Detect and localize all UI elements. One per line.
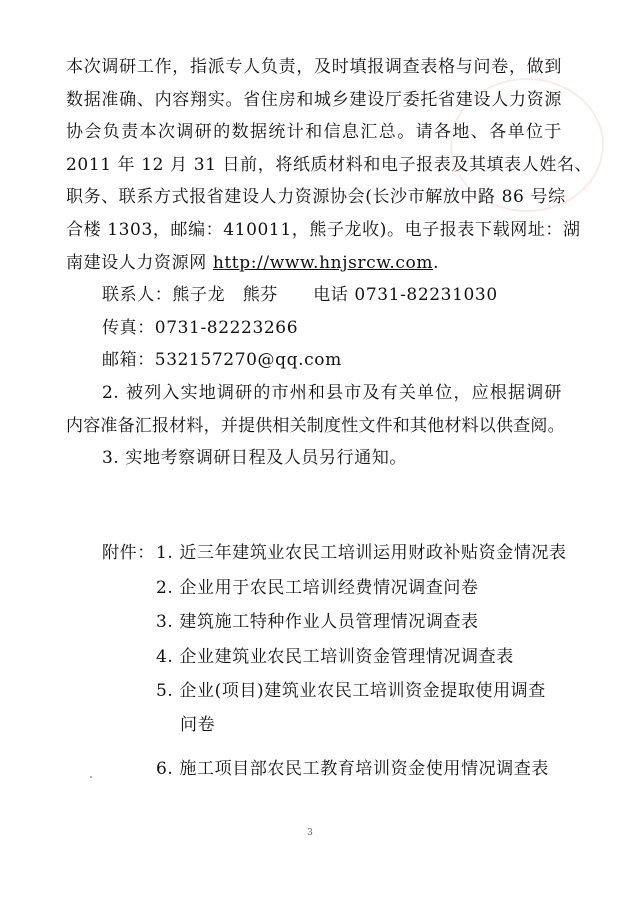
- website-link[interactable]: http://www.hnjsrcw.com: [212, 252, 434, 273]
- attachment-item-continued: 问卷: [180, 715, 216, 735]
- fax-line: 传真：0731-82223266: [102, 317, 299, 338]
- body-line: 2011 年 12 月 31 日前，将纸质材料和电子报表及其填表人姓名、: [66, 154, 593, 175]
- body-line: 本次调研工作，指派专人负责，及时填报调查表格与问卷，做到: [66, 57, 562, 77]
- body-line: 协会负责本次调研的数据统计和信息汇总。请各地、各单位于: [66, 122, 562, 143]
- item-2-line: 内容准备汇报材料，并提供相关制度性文件和其他材料以供查阅。: [66, 415, 565, 436]
- website-prefix: 南建设人力资源网: [66, 252, 213, 273]
- attachments-label: 附件：: [102, 543, 155, 563]
- attachment-item: 3. 建筑施工特种作业人员管理情况调查表: [156, 612, 479, 632]
- scan-speck: [90, 776, 92, 778]
- attachment-item: 1. 近三年建筑业农民工培训运用财政补贴资金情况表: [156, 543, 567, 563]
- email-line: 邮箱：532157270@qq.com: [102, 350, 342, 371]
- body-line-website: [66, 252, 439, 274]
- item-3-line: 3. 实地考察调研日程及人员另行通知。: [102, 448, 408, 469]
- item-2-line: 2. 被列入实地调研的市州和县市及有关单位，应根据调研: [102, 383, 562, 403]
- page-number: 3: [307, 828, 313, 838]
- attachment-item: 5. 企业(项目)建筑业农民工培训资金提取使用调查: [156, 681, 546, 701]
- attachment-item: 6. 施工项目部农民工教育培训资金使用情况调查表: [156, 759, 550, 779]
- contact-person-line: 联系人：熊子龙 熊芬 电话 0731-82231030: [102, 285, 498, 306]
- attachment-item: 2. 企业用于农民工培训经费情况调查问卷: [156, 577, 479, 598]
- body-line: 合楼 1303，邮编：410011，熊子龙收)。电子报表下载网址：湖: [66, 220, 581, 240]
- body-line: 数据准确、内容翔实。省住房和城乡建设厅委托省建设人力资源: [66, 89, 562, 110]
- body-line: 职务、联系方式报省建设人力资源协会(长沙市解放中路 86 号综: [66, 187, 566, 208]
- website-suffix: .: [433, 252, 440, 273]
- attachment-item: 4. 企业建筑业农民工培训资金管理情况调查表: [156, 646, 514, 667]
